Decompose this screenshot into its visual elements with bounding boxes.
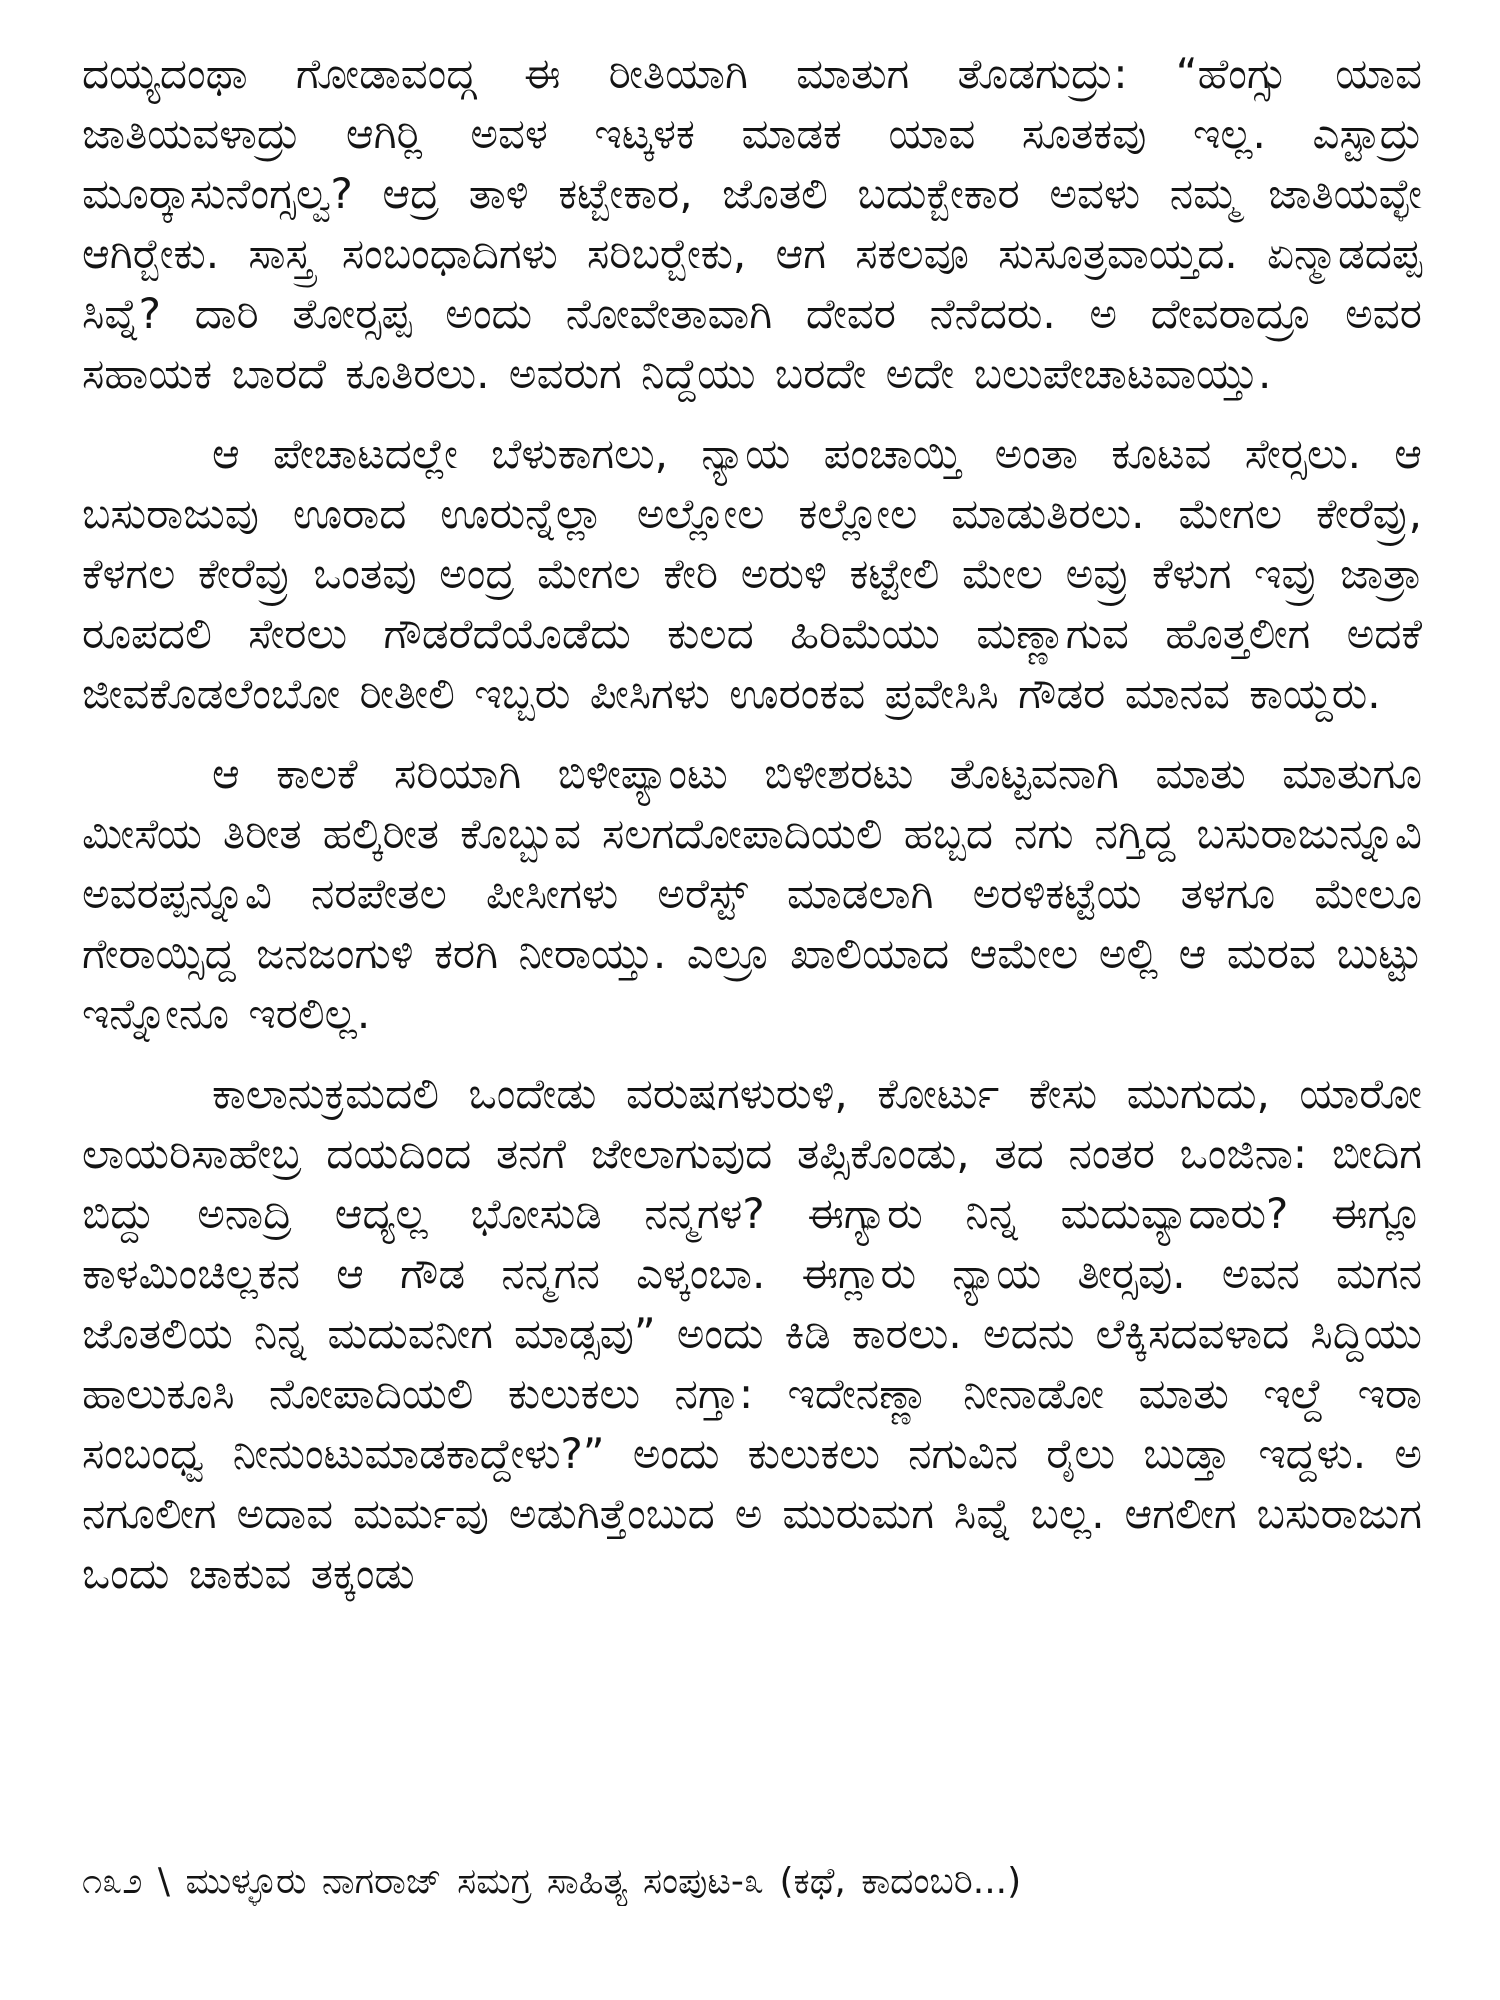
page-footer: ೧೩೨ \ ಮುಳ್ಳೂರು ನಾಗರಾಜ್ ಸಮಗ್ರ ಸಾಹಿತ್ಯ ಸಂಪುಟ-೩ (ಕಥೆ, ಕಾದಂಬರಿ...)	[82, 1861, 1022, 1902]
paragraph-1: ದಯ್ಯದಂಥಾ ಗೋಡಾವಂದ್ಗ ಈ ರೀತಿಯಾಗಿ ಮಾತುಗ ತೊಡಗುದ್ರು: “ಹೆಂಗ್ಸು ಯಾವ ಜಾತಿಯವಳಾದ್ರು ಆಗಿರ್‍ಲಿ ಅವಳ ಇಟ್ಕಳಕ ಮಾಡಕ ಯಾವ ಸೂತಕವು ಇಲ್ಲ. ಎಸ್ಟಾದ್ರು ಮೂರ್‍ಕಾಸುನೆಂಗ್ಸಲ್ವ? ಆದ್ರ ತಾಳಿ ಕಟ್ಬೇಕಾರ, ಜೊತಲಿ ಬದುಕ್ಬೇಕಾರ ಅವಳು ನಮ್ಮ ಜಾತಿಯವ್ಳೇ ಆಗಿರ್‍ಬೇಕು. ಸಾಸ್ತ್ರ ಸಂಬಂಧಾದಿಗಳು ಸರಿಬರ್‍ಬೇಕು, ಆಗ ಸಕಲವೂ ಸುಸೂತ್ರವಾಯ್ತದ. ಏನ್ಮಾಡದಪ್ಪ ಸಿವ್ನೆ? ದಾರಿ ತೋರ್‍ಸಪ್ಪ ಅಂದು ನೋವೇತಾವಾಗಿ ದೇವರ ನೆನೆದರು. ಅ ದೇವರಾದ್ರೂ ಅವರ ಸಹಾಯಕ ಬಾರದೆ ಕೂತಿರಲು. ಅವರುಗ ನಿದ್ದೆಯು ಬರದೇ ಅದೇ ಬಲುಪೇಚಾಟವಾಯ್ತು.	[82, 49, 1422, 398]
paragraph-3: ಆ ಕಾಲಕೆ ಸರಿಯಾಗಿ ಬಿಳೀಪ್ಯಾಂಟು ಬಿಳೀಶರಟು ತೊಟ್ಟವನಾಗಿ ಮಾತು ಮಾತುಗೂ ಮೀಸೆಯ ತಿರೀತ ಹಲ್ಕಿರೀತ ಕೊಬ್ಬುವ ಸಲಗದೋಪಾದಿಯಲಿ ಹಬ್ಬದ ನಗು ನಗ್ತಿದ್ದ ಬಸುರಾಜುನ್ನೂವಿ ಅವರಪ್ಪನ್ನೂವಿ ನರಪೇತಲ ಪೀಸೀಗಳು ಅರೆಸ್ಟ್ ಮಾಡಲಾಗಿ ಅರಳಿಕಟ್ಟೆಯ ತಳಗೂ ಮೇಲೂ ಗೇರಾಯ್ಸಿದ್ದ ಜನಜಂಗುಳಿ ಕರಗಿ ನೀರಾಯ್ತು. ಎಲ್ರೂ ಖಾಲಿಯಾದ ಆಮೇಲ ಅಲ್ಲಿ ಆ ಮರವ ಬುಟ್ಟು ಇನ್ನೋನೂ ಇರಲಿಲ್ಲ.	[82, 749, 1422, 1038]
body-text	[82, 44, 1422, 1604]
paragraph-4: ಕಾಲಾನುಕ್ರಮದಲಿ ಒಂದೇಡು ವರುಷಗಳುರುಳಿ, ಕೋರ್ಟು ಕೇಸು ಮುಗುದು, ಯಾರೋ ಲಾಯರಿಸಾಹೇಬ್ರ ದಯದಿಂದ ತನಗೆ ಜೇಲಾಗುವುದ ತಪ್ಸಿಕೊಂಡು, ತದ ನಂತರ ಒಂಜಿನಾ: ಬೀದಿಗ ಬಿದ್ದು ಅನಾದ್ರಿ ಆದ್ಯಲ್ಲ ಭೋಸುಡಿ ನನ್ಮಗಳ? ಈಗ್ಯಾರು ನಿನ್ನ ಮದುವ್ಯಾದಾರು? ಈಗ್ಲೂ ಕಾಳಮಿಂಚಿಲ್ಲಕನ ಆ ಗೌಡ ನನ್ಮಗನ ಎಳ್ಕಂಬಾ. ಈಗ್ಲಾರು ನ್ಯಾಯ ತೀರ್‍ಸವು. ಅವನ ಮಗನ ಜೊತಲಿಯ ನಿನ್ನ ಮದುವನೀಗ ಮಾಡ್ಸವು” ಅಂದು ಕಿಡಿ ಕಾರಲು. ಅದನು ಲೆಕ್ಕಿಸದವಳಾದ ಸಿದ್ದಿಯು ಹಾಲುಕೂಸಿ ನೋಪಾದಿಯಲಿ ಕುಲುಕಲು ನಗ್ತಾ: ಇದೇನಣ್ಣಾ ನೀನಾಡೋ ಮಾತು ಇಲ್ದೆ ಇರಾ ಸಂಬಂಧ್ವ ನೀನುಂಟುಮಾಡಕಾದ್ದೇಳು?” ಅಂದು ಕುಲುಕಲು ನಗುವಿನ ರೈಲು ಬುಡ್ತಾ ಇದ್ದಳು. ಅ ನಗೂಲೀಗ ಅದಾವ ಮರ್ಮವು ಅಡುಗಿತ್ತೆಂಬುದ ಅ ಮುರುಮಗ ಸಿವ್ನೆ ಬಲ್ಲ. ಆಗಲೀಗ ಬಸುರಾಜುಗ ಒಂದು ಚಾಕುವ ತಕ್ಕಂಡು	[82, 1069, 1422, 1598]
paragraph-2: ಆ ಪೇಚಾಟದಲ್ಲೇ ಬೆಳುಕಾಗಲು, ನ್ಯಾಯ ಪಂಚಾಯ್ತಿ ಅಂತಾ ಕೂಟವ ಸೇರ್‍ಸಲು. ಆ ಬಸುರಾಜುವು ಊರಾದ ಊರುನ್ನೆಲ್ಲಾ ಅಲ್ಲೋಲ ಕಲ್ಲೋಲ ಮಾಡುತಿರಲು. ಮೇಗಲ ಕೇರೆವ್ರು, ಕೆಳಗಲ ಕೇರೆವ್ರು ಒಂತವು ಅಂದ್ರ ಮೇಗಲ ಕೇರಿ ಅರುಳಿ ಕಟ್ಟೇಲಿ ಮೇಲ ಅವ್ರು ಕೆಳುಗ ಇವ್ರು ಜಾತ್ರಾ ರೂಪದಲಿ ಸೇರಲು ಗೌಡರೆದೆಯೊಡೆದು ಕುಲದ ಹಿರಿಮೆಯು ಮಣ್ಣಾಗುವ ಹೊತ್ತಲೀಗ ಅದಕೆ ಜೀವಕೊಡಲೆಂಬೋ ರೀತೀಲಿ ಇಬ್ಬರು ಪೀಸಿಗಳು ಊರಂಕವ ಪ್ರವೇಸಿಸಿ ಗೌಡರ ಮಾನವ ಕಾಯ್ದರು.	[82, 429, 1422, 718]
